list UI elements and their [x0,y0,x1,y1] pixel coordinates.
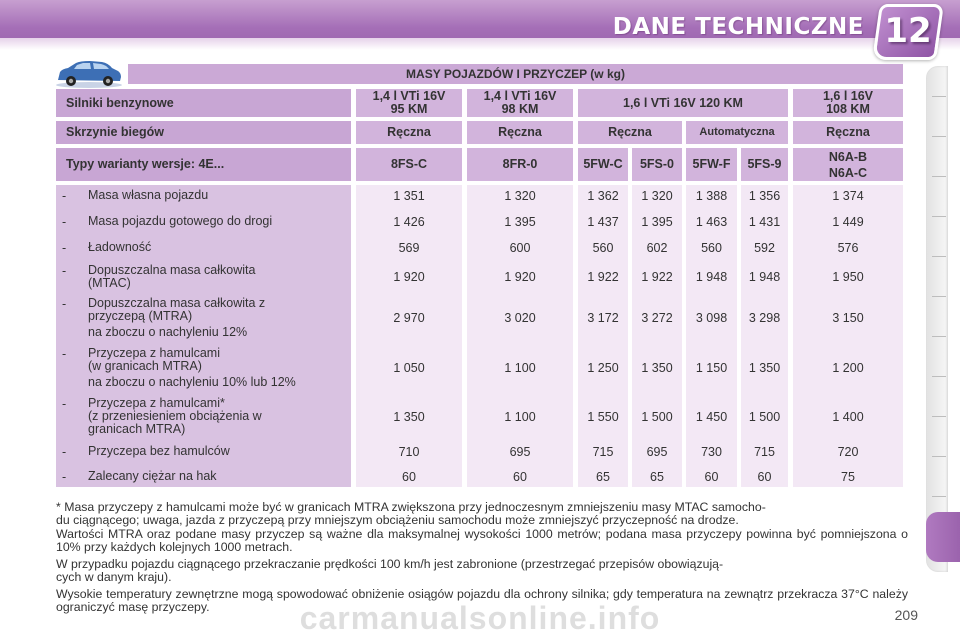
table-cell-value: 1 920 [504,270,536,284]
table-cell-value: 1 388 [695,189,728,203]
table-cell-value: 592 [754,241,775,255]
table-cell-value: 1 550 [587,410,619,424]
table-cell-value: 1 920 [393,270,425,284]
table-cell-value: 60 [513,470,527,484]
table-cell-value: 1 050 [393,361,425,375]
row-label: Ładowność [88,240,152,254]
type-2: 8FR-0 [467,148,573,181]
table-cell-value: 1 437 [587,215,619,229]
type-5: 5FW-F [686,148,737,181]
table-cell-value: 569 [398,241,420,255]
table-cell-value: 1 400 [832,410,864,424]
table-cell-value: 1 500 [748,410,781,424]
type-6: 5FS-9 [741,148,788,181]
table-cell-value: 60 [704,470,719,484]
table-cell-value: 1 463 [695,215,728,229]
row-dash: - [62,397,67,411]
table-cell-value: 1 320 [504,189,536,203]
table-cell-value: 715 [592,445,614,459]
table-cell-value: 1 948 [695,270,728,284]
gearbox-4: Automatyczna [686,121,788,144]
table-cell-value: 600 [509,241,531,255]
type-1: 8FS-C [356,148,462,181]
table-cell-value: 715 [754,445,775,459]
row-label: Dopuszczalna masa całkowita z przyczepą (MTRA) [88,296,266,323]
table-cell-value: 3 150 [832,311,864,325]
type-3: 5FW-C [578,148,628,181]
table-cell-value: 1 350 [641,361,673,375]
engine-2: 1,4 l VTi 16V 98 KM [467,89,573,117]
page-number: 209 [894,607,918,623]
data-column-3 [578,185,628,487]
table-cell-value: 1 431 [748,215,781,229]
type-4: 5FS-0 [632,148,682,181]
data-column-4 [632,185,682,487]
data-column-1 [356,185,462,487]
row-dash: - [62,297,67,311]
row-label: Masa pojazdu gotowego do drogi [88,214,273,228]
table-cell-value: 3 298 [748,311,781,325]
table-cell-value: 65 [650,470,664,484]
table-cell-value: 60 [402,470,416,484]
row-label: Przyczepa bez hamulców [88,444,230,458]
engines-label: Silniki benzynowe [56,89,351,117]
types-label: Typy warianty wersje: 4E... [56,148,351,181]
gearbox-5: Ręczna [793,121,903,144]
table-cell-value: 1 426 [393,215,425,229]
row-dash: - [62,189,67,203]
table-cell-value: 1 449 [832,215,864,229]
table-cell-value: 1 350 [748,361,781,375]
table-cell-value: 1 950 [832,270,864,284]
table-cell-value: 3 172 [587,311,619,325]
row-label: Dopuszczalna masa całkowita (MTAC) [88,263,256,290]
note-temperature: Wysokie temperatury zewnętrzne mogą spowodować obniżenie osiągów pojazdu dla ochrony silnika; gdy temperatura na zewnątrz przekracza 37°C należy ograniczyć masę przyczepy. [56,587,908,614]
chapter-tab-rail [926,66,948,572]
table-cell-value: 65 [596,470,610,484]
row-label: Przyczepa z hamulcami* (z przeniesieniem obciążenia w granicach MTRA) [88,396,262,436]
table-cell-value: 1 200 [832,361,864,375]
row-dash: - [62,445,67,459]
note-speed: W przypadku pojazdu ciągnącego przekraczanie prędkości 100 km/h jest zabronione (przestrzegać przepisów obowiązują- cych w danym kraju). [56,557,724,584]
data-column-5 [686,185,737,487]
page-title: DANE TECHNICZNE [612,14,864,40]
table-cell-value: 695 [646,445,668,459]
car-icon [54,58,124,88]
type-7: N6A-B N6A-C [793,148,903,181]
row-dash: - [62,264,67,278]
table-cell-value: 1 922 [641,270,673,284]
engine-1: 1,4 l VTi 16V 95 KM [356,89,462,117]
table-cell-value: 60 [757,470,772,484]
row-sublabel: na zboczu o nachyleniu 10% lub 12% [88,375,296,389]
table-cell-value: 3 272 [641,311,673,325]
table-cell-value: 1 351 [393,189,425,203]
table-cell-value: 1 374 [832,189,864,203]
table-cell-value: 1 395 [641,215,673,229]
table-cell-value: 1 948 [748,270,781,284]
row-dash: - [62,470,67,484]
table-cell-value: 1 250 [587,361,619,375]
footnote: * Masa przyczepy z hamulcami może być w granicach MTRA zwiększona przy jednoczesnym zmniejszeniu masy MTAC samocho- du ciągnącego; uwaga, jazda z przyczepą przy mniejszym obciążeniu samochodu może zmniejszyć przyczepność na drodze. [56,500,766,527]
gearbox-3: Ręczna [578,121,682,144]
table-cell-value: 695 [509,445,531,459]
table-cell-value: 1 450 [695,410,728,424]
table-cell-value: 602 [646,241,668,255]
table-cell-value: 1 100 [504,361,536,375]
gearbox-2: Ręczna [467,121,573,144]
row-label: Zalecany ciężar na hak [88,469,217,483]
table-cell-value: 1 100 [504,410,536,424]
row-dash: - [62,215,67,229]
row-sublabel: na zboczu o nachyleniu 12% [88,325,248,339]
engine-3: 1,6 l VTi 16V 120 KM [578,89,788,117]
table-cell-value: 1 362 [587,189,619,203]
data-column-7 [793,185,903,487]
table-cell-value: 1 922 [587,270,619,284]
chapter-number: 12 [884,11,932,51]
table-cell-value: 1 150 [695,361,728,375]
table-cell-value: 560 [701,241,722,255]
table-cell-value: 1 500 [641,410,673,424]
table-cell-value: 730 [701,445,722,459]
table-cell-value: 720 [837,445,859,459]
table-cell-value: 1 356 [748,189,781,203]
table-cell-value: 3 020 [504,311,536,325]
table-cell-value: 710 [398,445,420,459]
row-dash: - [62,241,67,255]
table-cell-value: 2 970 [393,311,425,325]
table-cell-value: 3 098 [695,311,728,325]
row-label: Masa własna pojazdu [88,188,209,202]
engine-4: 1,6 l 16V 108 KM [793,89,903,117]
table-cell-value: 1 350 [393,410,425,424]
table-title: MASY POJAZDÓW I PRZYCZEP (w kg) [128,64,903,84]
data-column-6 [741,185,788,487]
table-cell-value: 1 395 [504,215,536,229]
table-cell-value: 576 [837,241,859,255]
note-altitude: Wartości MTRA oraz podane masy przyczep są ważne dla maksymalnej wysokości 1000 metrów; podana masa przyczepy powinna być pomniejszona o 10% przy każdych kolejnych 1000 metrach. [56,527,908,554]
table-cell-value: 560 [592,241,614,255]
table-cell-value: 75 [841,470,855,484]
gearbox-label: Skrzynie biegów [56,121,351,144]
data-column-2 [467,185,573,487]
active-chapter-tab[interactable] [926,512,960,562]
row-dash: - [62,347,67,361]
table-cell-value: 1 320 [641,189,673,203]
gearbox-1: Ręczna [356,121,462,144]
row-label: Przyczepa z hamulcami (w granicach MTRA) [88,346,220,373]
watermark: carmanualsonline.info [299,600,661,636]
